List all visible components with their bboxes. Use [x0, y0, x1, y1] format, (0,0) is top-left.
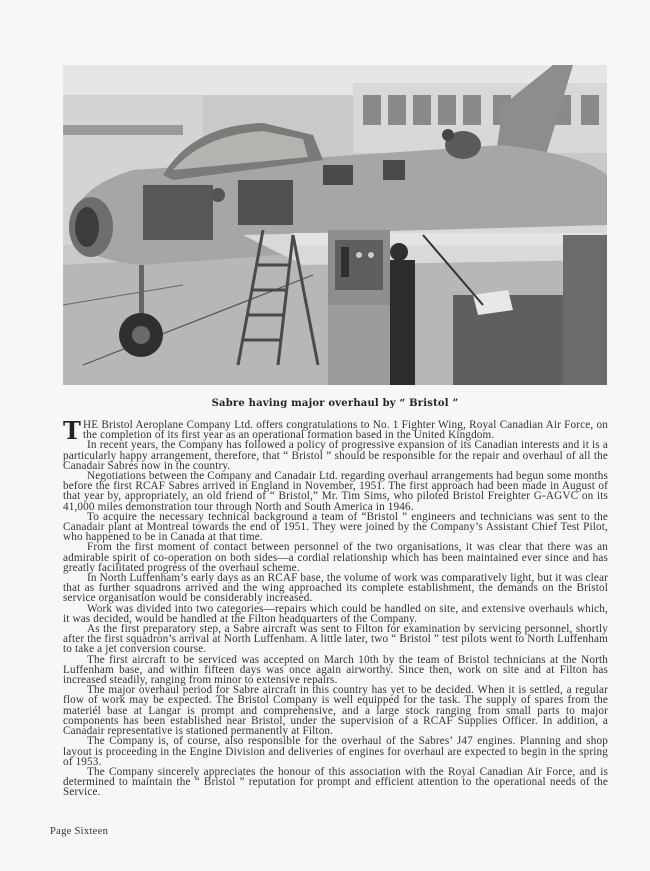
article-paragraph: The first aircraft to be serviced was accepted on March 10th by the team of Bristol technicians at the North Luffenham base, and within fifteen days was once again airworthy. Since then, work on site and at Filton has increased steadily, ranging from minor to extensive repairs. [63, 653, 608, 687]
article-paragraph: The Company sincerely appreciates the honour of this association with the Royal Canadian Air Force, and is determined to maintain the “ Bristol ” reputation for prompt and efficient attention to the operational needs of the Service. [63, 765, 608, 799]
article-paragraph [63, 416, 608, 445]
article-paragraph: In recent years, the Company has followed a policy of progressive expansion of its Canadian interests and it is a particularly happy arrangement, therefore, that “ Bristol ” should be responsible for the repair and overhaul of all the Canadair Sabres now in the country. [63, 439, 608, 472]
article-paragraph: In North Luffenham’s early days as an RCAF base, the volume of work was comparatively light, but it was clear that as further squadrons arrived and the wing approached its complete establishment, the demands on the Bristol service organisation would be considerably increased. [63, 572, 608, 605]
drop-cap: T [63, 416, 82, 445]
article-paragraph: Negotiations between the Company and Canadair Ltd. regarding overhaul arrangements had begun some months before the first RCAF Sabres arrived in England in November, 1951. The first approach had been made in August of that year by, appropriately, an old friend of “ Bristol,” Mr. Tim Sims, who piloted Bristol Freighter G-AGVC on its 41,000 miles demonstration tour through North and South America in 1946. [63, 470, 608, 513]
article-paragraph: To acquire the necessary technical background a team of “Bristol ” engineers and technicians was sent to the Canadair plant at Montreal towards the end of 1951. They were joined by the Company’s Assistant Chief Test Pilot, who happened to be in Canada at that time. [63, 510, 608, 544]
photo-illustration [63, 65, 607, 385]
sabre-overhaul-photo [63, 65, 607, 385]
article-body [63, 416, 608, 799]
article-paragraph: From the first moment of contact between personnel of the two organisations, it was clear that there was an admirable spirit of co-operation on both sides—a cordial relationship which has been maintained ever since and has greatly facilitated progress of the overhaul scheme. [63, 541, 608, 574]
paragraph-text: HE Bristol Aeroplane Company Ltd. offers congratulations to No. 1 Fighter Wing, Royal Canadian Air Force, on the completion of its first year as an operational formation based in the United Kingdom. [83, 419, 608, 442]
page-number: Page Sixteen [50, 826, 109, 837]
article-paragraph: The Company is, of course, also responsible for the overhaul of the Sabres’ J47 engines. Planning and shop layout is proceeding in the Engine Division and deliveries of engines for overhaul are expected to begin in the spring of 1953. [63, 735, 608, 768]
article-paragraph: Work was divided into two categories—repairs which could be handled on site, and extensive overhauls which, it was decided, would be handled at the Filton headquarters of the Company. [63, 602, 608, 625]
article-paragraph: The major overhaul period for Sabre aircraft in this country has yet to be decided. When it is settled, a regular flow of work may be expected. The Bristol Company is well equipped for the task. The supply of spares from the materiél base at Langar is prompt and comprehensive, and a large stock ranging from small parts to major components has been established near Bristol, under the supervision of a RCAF Supplies Officer. In addition, a Canadair representative is stationed permanently at Filton. [63, 684, 608, 738]
article-paragraph: As the first preparatory step, a Sabre aircraft was sent to Filton for examination by servicing personnel, shortly after the first squadron’s arrival at North Luffenham. A little later, two “ Bristol ” test pilots went to North Luffenham to take a jet conversion course. [63, 623, 608, 656]
photo-caption: Sabre having major overhaul by “ Bristol ” [211, 398, 459, 409]
